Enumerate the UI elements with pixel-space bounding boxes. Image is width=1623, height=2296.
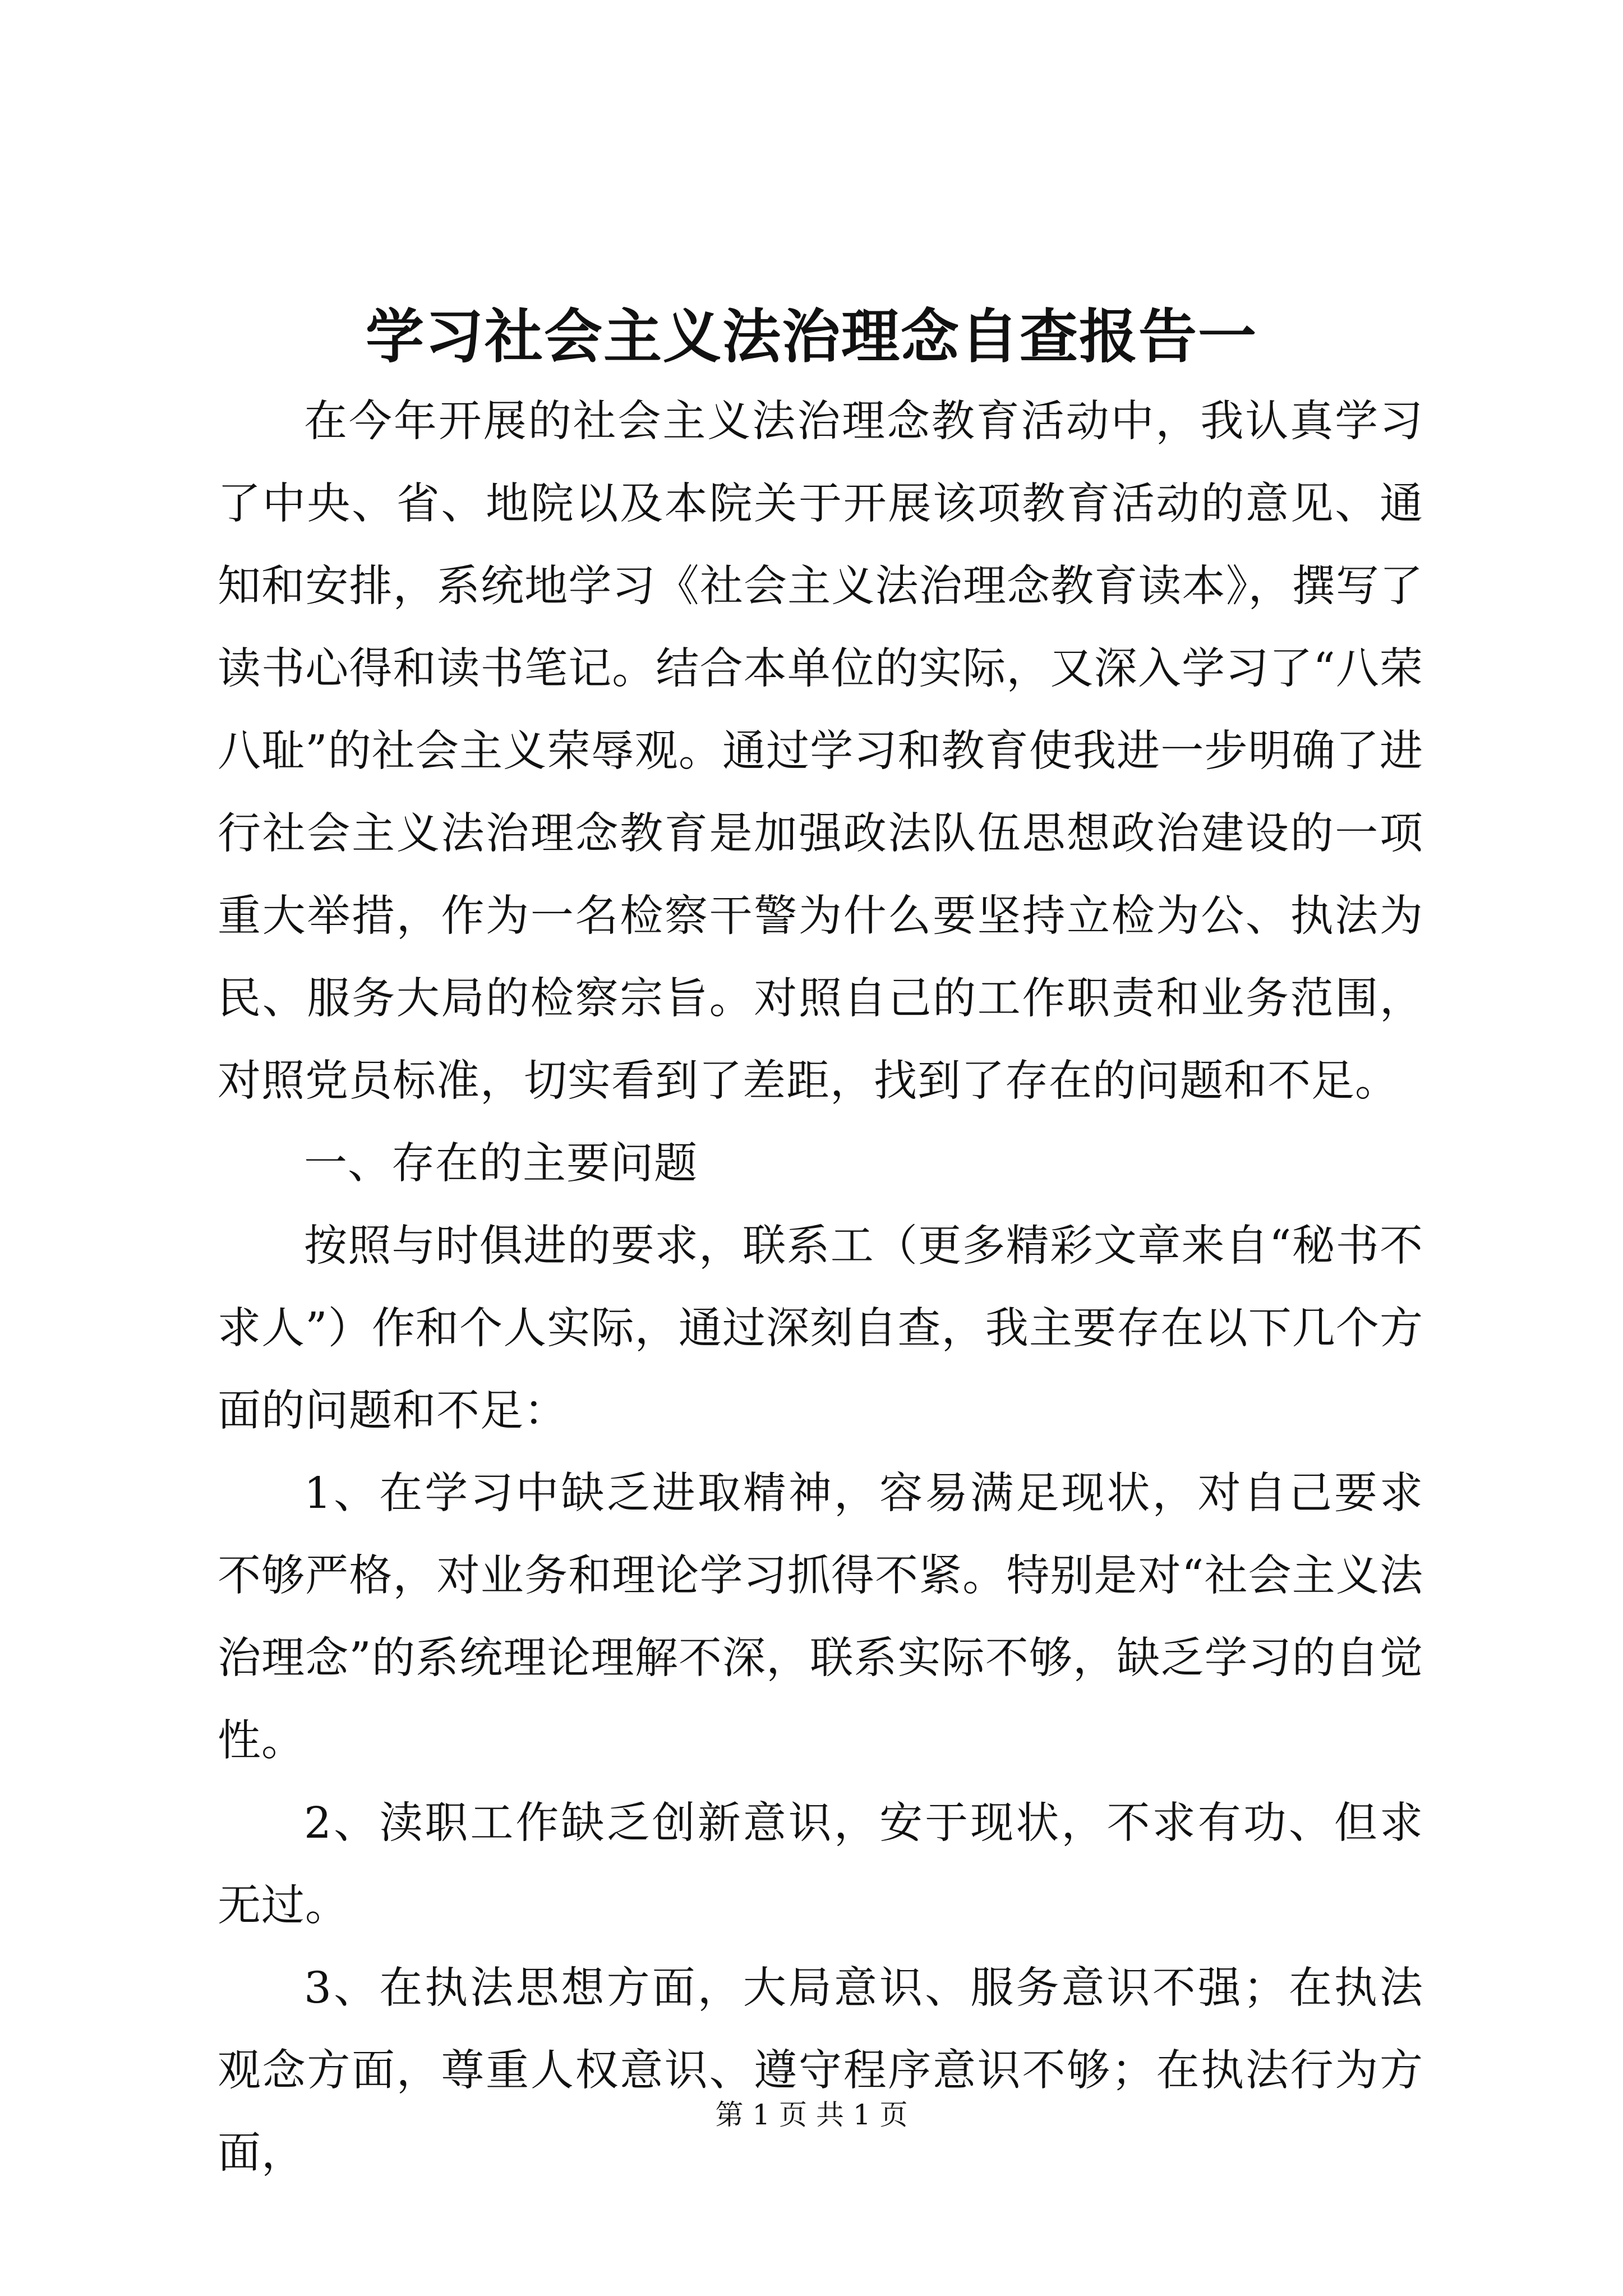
paragraph-item-1: 1、在学习中缺乏进取精神，容易满足现状，对自己要求不够严格，对业务和理论学习抓得不紧。特别是对“社会主义法治理念”的系统理论理解不深，联系实际不够，缺乏学习的自觉性。 xyxy=(218,1469,1423,1766)
paragraph-item-3: 3、在执法思想方面，大局意识、服务意识不强；在执法观念方面，尊重人权意识、遵守程序意识不够；在执法行为方面， xyxy=(218,1963,1423,2178)
page-footer: 第 1 页 共 1 页 xyxy=(715,2099,908,2131)
paragraph-item-2: 2、渎职工作缺乏创新意识，安于现状，不求有功、但求无过。 xyxy=(218,1798,1423,1931)
paragraph-overview: 按照与时俱进的要求，联系工（更多精彩文章来自“秘书不求人”）作和个人实际，通过深刻自查，我主要存在以下几个方面的问题和不足： xyxy=(218,1221,1423,1436)
section-heading-problems: 一、存在的主要问题 xyxy=(304,1139,698,1189)
document-title: 学习社会主义法治理念自查报告一 xyxy=(365,302,1257,371)
paragraph-intro: 在今年开展的社会主义法治理念教育活动中，我认真学习了中央、省、地院以及本院关于开展该项教育活动的意见、通知和安排，系统地学习《社会主义法治理念教育读本》，撰写了读书心得和读书笔记。结合本单位的实际，又深入学习了“八荣八耻”的社会主义荣辱观。通过学习和教育使我进一步明确了进行社会主义法治理念教育是加强政法队伍思想政治建设的一项重大举措，作为一名检察干警为什么要坚持立检为公、执法为民、服务大局的检察宗旨。对照自己的工作职责和业务范围，对照党员标准，切实看到了差距，找到了存在的问题和不足。 xyxy=(218,397,1423,1106)
document-body xyxy=(218,380,1423,2194)
